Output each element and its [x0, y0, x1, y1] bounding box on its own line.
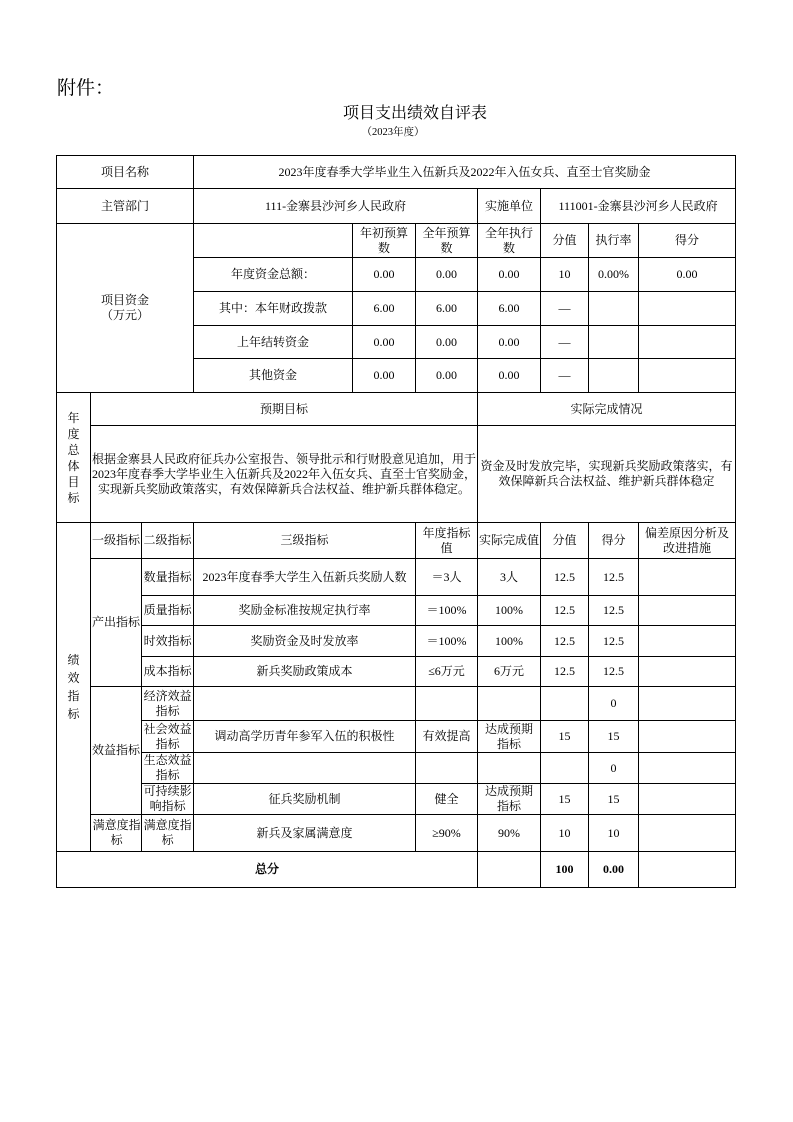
annual-goals-label	[57, 393, 91, 523]
project-funds-label	[57, 224, 194, 393]
level3-cell	[194, 687, 416, 721]
page-title: 项目支出绩效自评表	[342, 105, 487, 122]
indicator-row	[57, 687, 736, 721]
target-cell: ＝3人	[416, 559, 478, 596]
indicator-row	[57, 596, 736, 626]
target-cell: 健全	[416, 784, 478, 815]
level3-cell: 奖励金标准按规定执行率	[194, 596, 416, 626]
funds-rate	[589, 359, 639, 393]
level3-cell: 奖励资金及时发放率	[194, 626, 416, 657]
score-cell: 15	[589, 784, 639, 815]
actual-cell: 3人	[478, 559, 541, 596]
funds-annual: 0.00	[416, 326, 478, 359]
level2-cell: 时效指标	[142, 626, 194, 657]
header-actual: 实际完成值	[478, 523, 541, 559]
funds-rate	[589, 292, 639, 326]
level3-cell	[194, 753, 416, 784]
level1-benefit: 效益指标	[91, 687, 142, 815]
score-value-cell: 12.5	[541, 596, 589, 626]
header-annual-budget: 全年预算数	[416, 224, 478, 258]
total-label: 总分	[57, 852, 478, 888]
score-cell: 0	[589, 753, 639, 784]
funds-annual: 0.00	[416, 258, 478, 292]
total-score-value: 100	[541, 852, 589, 888]
target-cell: ≤6万元	[416, 657, 478, 687]
project-funds-title: 项目资金	[101, 293, 150, 307]
score-cell: 0	[589, 687, 639, 721]
indicator-row	[57, 784, 736, 815]
indicator-row	[57, 559, 736, 596]
expected-goal-text	[91, 426, 478, 523]
actual-completion-line: 效保障新兵合法权益、维护新兵群体稳定	[498, 474, 715, 488]
deviation-cell	[639, 784, 736, 815]
score-cell: 12.5	[589, 596, 639, 626]
header-initial-budget: 年初预算数	[353, 224, 416, 258]
header-funds-score-value: 分值	[541, 224, 589, 258]
header-score-value: 分值	[541, 523, 589, 559]
funds-executed: 0.00	[478, 359, 541, 393]
performance-self-evaluation-table	[56, 155, 736, 888]
target-cell	[416, 687, 478, 721]
supervising-dept-value: 111-金寨县沙河乡人民政府	[194, 189, 478, 224]
indicator-row	[57, 626, 736, 657]
performance-indicators-text: 绩效指标	[67, 653, 80, 721]
header-annual-executed: 全年执行数	[478, 224, 541, 258]
funds-rate: 0.00%	[589, 258, 639, 292]
funds-header-blank	[194, 224, 353, 258]
funds-score	[639, 326, 736, 359]
score-cell: 12.5	[589, 657, 639, 687]
deviation-cell	[639, 559, 736, 596]
score-cell: 12.5	[589, 626, 639, 657]
score-value-cell	[541, 753, 589, 784]
score-cell: 10	[589, 815, 639, 852]
header-funds-score: 得分	[639, 224, 736, 258]
score-value-cell: 12.5	[541, 559, 589, 596]
level3-cell: 征兵奖励机制	[194, 784, 416, 815]
project-name-label: 项目名称	[57, 156, 194, 189]
level2-cell: 经济效益指标	[142, 687, 194, 721]
funds-header-row	[57, 224, 736, 258]
actual-cell: 6万元	[478, 657, 541, 687]
funds-score	[639, 359, 736, 393]
level2-cell: 生态效益指标	[142, 753, 194, 784]
indicator-row	[57, 815, 736, 852]
header-score: 得分	[589, 523, 639, 559]
total-deviation-blank	[639, 852, 736, 888]
total-score: 0.00	[589, 852, 639, 888]
score-cell: 12.5	[589, 559, 639, 596]
deviation-cell	[639, 626, 736, 657]
header-execution-rate: 执行率	[589, 224, 639, 258]
expected-goal-line: 根据金寨县人民政府征兵办公室报告、领导批示和行财股意见追加，用于	[92, 451, 477, 466]
implementing-unit-value: 111001-金寨县沙河乡人民政府	[541, 189, 736, 224]
level2-cell: 社会效益指标	[142, 721, 194, 753]
deviation-cell	[639, 753, 736, 784]
funds-row-label: 上年结转资金	[194, 326, 353, 359]
funds-initial: 0.00	[353, 326, 416, 359]
indicators-header-row	[57, 523, 736, 559]
deviation-cell	[639, 721, 736, 753]
project-funds-unit: （万元）	[101, 308, 150, 322]
actual-cell: 达成预期指标	[478, 721, 541, 753]
actual-completion-header: 实际完成情况	[478, 393, 736, 426]
funds-row-label: 年度资金总额：	[194, 258, 353, 292]
funds-initial: 0.00	[353, 359, 416, 393]
funds-score-value: 10	[541, 258, 589, 292]
actual-cell: 达成预期指标	[478, 784, 541, 815]
score-value-cell: 12.5	[541, 657, 589, 687]
funds-score-value: —	[541, 326, 589, 359]
target-cell: ＝100%	[416, 626, 478, 657]
project-name-value: 2023年度春季大学毕业生入伍新兵及2022年入伍女兵、直至士官奖励金	[194, 156, 736, 189]
actual-cell: 90%	[478, 815, 541, 852]
funds-rate	[589, 326, 639, 359]
actual-completion-text	[478, 426, 736, 523]
funds-annual: 0.00	[416, 359, 478, 393]
funds-score-value: —	[541, 359, 589, 393]
deviation-cell	[639, 657, 736, 687]
actual-cell: 100%	[478, 596, 541, 626]
target-cell: ≥90%	[416, 815, 478, 852]
header-level3: 三级指标	[194, 523, 416, 559]
header-target: 年度指标值	[416, 523, 478, 559]
supervising-dept-label: 主管部门	[57, 189, 194, 224]
header-deviation: 偏差原因分析及改进措施	[639, 523, 736, 559]
goals-content-row	[57, 426, 736, 523]
expected-goal-line: 2023年度春季大学毕业生入伍新兵及2022年入伍女兵、直至士官奖励金，	[92, 466, 477, 481]
score-value-cell: 15	[541, 784, 589, 815]
deviation-cell	[639, 596, 736, 626]
actual-cell	[478, 687, 541, 721]
goals-header-row	[57, 393, 736, 426]
expected-goal-line: 实现新兵奖励政策落实，有效保障新兵合法权益、维护新兵群体稳定。	[98, 481, 471, 496]
indicator-row	[57, 753, 736, 784]
indicator-row	[57, 721, 736, 753]
level2-cell: 满意度指标	[142, 815, 194, 852]
level2-cell: 质量指标	[142, 596, 194, 626]
department-row	[57, 189, 736, 224]
funds-executed: 6.00	[478, 292, 541, 326]
target-cell: ＝100%	[416, 596, 478, 626]
funds-executed: 0.00	[478, 258, 541, 292]
deviation-cell	[639, 815, 736, 852]
actual-cell	[478, 753, 541, 784]
funds-initial: 6.00	[353, 292, 416, 326]
score-value-cell: 15	[541, 721, 589, 753]
level3-cell: 2023年度春季大学生入伍新兵奖励人数	[194, 559, 416, 596]
level3-cell: 新兵及家属满意度	[194, 815, 416, 852]
attachment-label: 附件：	[57, 77, 115, 99]
header-level1: 一级指标	[91, 523, 142, 559]
funds-score	[639, 292, 736, 326]
funds-executed: 0.00	[478, 326, 541, 359]
level2-cell: 可持续影响指标	[142, 784, 194, 815]
level3-cell: 新兵奖励政策成本	[194, 657, 416, 687]
level1-satisfaction: 满意度指标	[91, 815, 142, 852]
funds-score: 0.00	[639, 258, 736, 292]
target-cell: 有效提高	[416, 721, 478, 753]
funds-row-label: 其他资金	[194, 359, 353, 393]
level1-output: 产出指标	[91, 559, 142, 687]
score-value-cell	[541, 687, 589, 721]
expected-goal-header: 预期目标	[91, 393, 478, 426]
level2-cell: 成本指标	[142, 657, 194, 687]
level2-cell: 数量指标	[142, 559, 194, 596]
score-cell: 15	[589, 721, 639, 753]
funds-score-value: —	[541, 292, 589, 326]
score-value-cell: 12.5	[541, 626, 589, 657]
indicator-row	[57, 657, 736, 687]
funds-initial: 0.00	[353, 258, 416, 292]
header-level2: 二级指标	[142, 523, 194, 559]
total-row	[57, 852, 736, 888]
level3-cell: 调动高学历青年参军入伍的积极性	[194, 721, 416, 753]
annual-goals-text: 年度总体目标	[67, 410, 80, 505]
implementing-unit-label: 实施单位	[478, 189, 541, 224]
funds-annual: 6.00	[416, 292, 478, 326]
actual-cell: 100%	[478, 626, 541, 657]
total-blank	[478, 852, 541, 888]
project-name-row	[57, 156, 736, 189]
deviation-cell	[639, 687, 736, 721]
page-year: （2023年度）	[361, 127, 425, 138]
funds-row-label: 其中：本年财政拨款	[194, 292, 353, 326]
score-value-cell: 10	[541, 815, 589, 852]
performance-indicators-label	[57, 523, 91, 852]
target-cell	[416, 753, 478, 784]
actual-completion-line: 资金及时发放完毕，实现新兵奖励政策落实，有	[480, 459, 733, 473]
